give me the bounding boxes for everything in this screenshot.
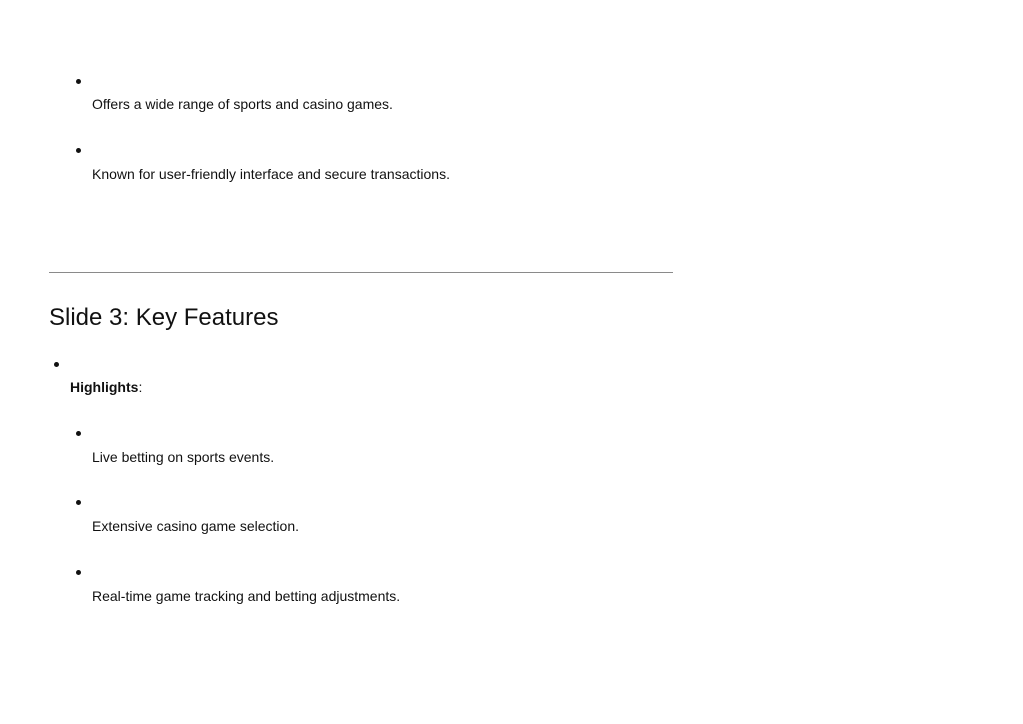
- highlights-heading: [70, 378, 142, 396]
- slide-title: Slide 3: Key Features: [49, 304, 279, 331]
- bullet-dot: [76, 148, 81, 153]
- highlights-colon: :: [138, 379, 143, 395]
- bullet-dot: [76, 570, 81, 575]
- list-item-text: Live betting on sports events.: [92, 449, 275, 465]
- section-divider: [49, 272, 673, 273]
- bullet-dot: [54, 362, 59, 367]
- bullet-dot: [76, 431, 81, 436]
- bullet-dot: [76, 79, 81, 84]
- list-item-text: Offers a wide range of sports and casino games.: [92, 96, 393, 112]
- highlights-label: Highlights: [70, 379, 139, 395]
- list-item-text: Real-time game tracking and betting adjustments.: [92, 588, 401, 604]
- list-item-text: Extensive casino game selection.: [92, 518, 299, 534]
- list-item-text: Known for user-friendly interface and secure transactions.: [92, 166, 450, 182]
- bullet-dot: [76, 500, 81, 505]
